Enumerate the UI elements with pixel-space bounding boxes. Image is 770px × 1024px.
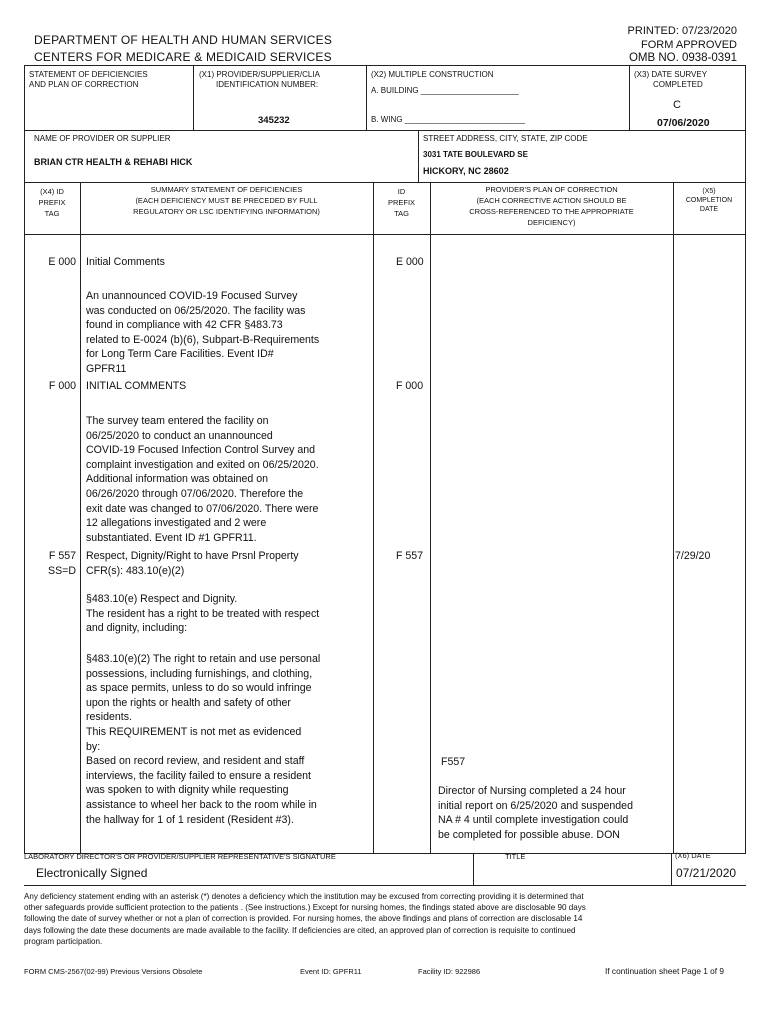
- form-approved: FORM APPROVED: [641, 39, 737, 51]
- date-label: (X6) DATE: [675, 851, 711, 860]
- f000-title: INITIAL COMMENTS: [86, 380, 187, 392]
- plan-header-4: DEFICIENCY): [527, 218, 576, 227]
- omb-number: OMB NO. 0938-0391: [628, 52, 737, 64]
- x4-header-3: TAG: [44, 209, 60, 218]
- x3-label-1: (X3) DATE SURVEY: [634, 70, 708, 79]
- statement-label-2: AND PLAN OF CORRECTION: [29, 80, 139, 89]
- survey-code: C: [673, 99, 681, 111]
- page-number: If continuation sheet Page 1 of 9: [605, 966, 725, 976]
- signature-value: Electronically Signed: [36, 866, 148, 880]
- f000-prefix-tag: F 000: [48, 380, 76, 392]
- survey-completed-date: 07/06/2020: [657, 117, 710, 129]
- plan-header-3: CROSS-REFERENCED TO THE APPROPRIATE: [469, 207, 634, 216]
- plan-header-1: PROVIDER'S PLAN OF CORRECTION: [485, 185, 618, 194]
- x1-label-1: (X1) PROVIDER/SUPPLIER/CLIA: [199, 70, 320, 79]
- title-label: TITLE: [505, 852, 526, 861]
- summary-header-3: REGULATORY OR LSC IDENTIFYING INFORMATION): [133, 207, 320, 216]
- provider-name: BRIAN CTR HEALTH & REHABI HICK: [34, 157, 193, 167]
- address-line-1: 3031 TATE BOULEVARD SE: [423, 150, 528, 159]
- x5-header-2: COMPLETION: [685, 197, 733, 204]
- e000-body: An unannounced COVID-19 Focused Survey was conducted on 06/25/2020. The facility was found in compliance with 42 CFR §483.73 related to E-0024 (b)(6), Subpart-B-Requirements for Long Term Care Facilities. Event ID# GPFR11: [86, 290, 320, 375]
- f557-scope-severity: SS=D: [48, 565, 76, 577]
- form-number: FORM CMS-2567(02-99) Previous Versions Obsolete: [24, 967, 203, 976]
- id-header-1: ID: [397, 187, 406, 196]
- address-line-2: HICKORY, NC 28602: [423, 166, 509, 176]
- address-label: STREET ADDRESS, CITY, STATE, ZIP CODE: [423, 134, 588, 143]
- event-id: Event ID: GPFR11: [300, 967, 362, 976]
- facility-id: Facility ID: 922986: [418, 967, 481, 976]
- x5-header-3: DATE: [699, 206, 719, 213]
- x4-header-2: PREFIX: [38, 198, 66, 207]
- x2-label: (X2) MULTIPLE CONSTRUCTION: [371, 70, 494, 79]
- department-line-1: DEPARTMENT OF HEALTH AND HUMAN SERVICES: [34, 33, 333, 47]
- wing-label: B. WING ___________________________: [371, 115, 525, 124]
- disclaimer: Any deficiency statement ending with an asterisk (*) denotes a deficiency which the institution may be excused from correcting providing it is determined that other safeguards provide sufficient protection to the patients . (See instructions.) Except for nursing homes, the findings stated above are disclosable 90 days following the date of survey whether or not a plan of correction is provided. For nursing homes, the above findings and plans of correction are disclosable 14 days following the date these documents are made available to the facility. If deficiencies are cited, an approved plan of correction is requisite to continued program participation.: [24, 892, 586, 946]
- signature-label: LABORATORY DIRECTOR'S OR PROVIDER/SUPPLIER REPRESENTATIVE'S SIGNATURE: [24, 852, 336, 861]
- plan-body: Director of Nursing completed a 24 hour initial report on 6/25/2020 and suspended NA # 4 until complete investigation could be completed for possible abuse. DON: [438, 785, 633, 841]
- f000-body: The survey team entered the facility on 06/25/2020 to conduct an unannounced COVID-19 Focused Infection Control Survey and complaint investigation and exited on 06/25/2020. Additional information was obtained on 06/26/2020 through 07/06/2020. Therefore the exit date was changed to 07/06/2020. There were 12 allegations investigated and 2 were substantiated. Event ID #1 GPFR11.: [86, 415, 319, 544]
- e000-prefix-tag: E 000: [48, 256, 76, 268]
- id-header-2: PREFIX: [387, 198, 416, 207]
- f557-title: Respect, Dignity/Right to have Prsnl Property CFR(s): 483.10(e)(2): [86, 550, 299, 577]
- summary-header-2: (EACH DEFICIENCY MUST BE PRECEDED BY FULL: [135, 196, 318, 205]
- plan-header-2: (EACH CORRECTIVE ACTION SHOULD BE: [476, 196, 627, 205]
- signature-date: 07/21/2020: [676, 866, 737, 880]
- plan-tag: F557: [441, 756, 466, 768]
- summary-header-1: SUMMARY STATEMENT OF DEFICIENCIES: [150, 185, 303, 194]
- f557-body-possessions: §483.10(e)(2) The right to retain and use personal possessions, including furnishings, and clothing, as space permits, unless to do so would infringe upon the rights or health and safety of other residents. This REQUIREMENT is not met as evidenced by: Based on record review, and resident and staff interviews, the facility failed to ensure a resident was spoken to with dignity while requesting assistance to wheel her back to the room while in the hallway for 1 of 1 resident (Resident #3).: [86, 653, 321, 826]
- x4-header-1: (X4) ID: [40, 187, 64, 196]
- f557-completion-date: 7/29/20: [675, 550, 711, 562]
- f557-id-tag: F 557: [396, 550, 424, 562]
- f000-id-tag: F 000: [396, 380, 424, 392]
- e000-title: Initial Comments: [86, 256, 165, 268]
- provider-id: 345232: [258, 115, 290, 126]
- provider-label: NAME OF PROVIDER OR SUPPLIER: [34, 134, 171, 143]
- department-line-2: CENTERS FOR MEDICARE & MEDICAID SERVICES: [34, 50, 332, 64]
- id-header-3: TAG: [394, 209, 409, 218]
- f557-prefix-tag: F 557: [48, 550, 76, 562]
- x5-header-1: (X5): [702, 188, 716, 195]
- e000-id-tag: E 000: [396, 256, 424, 268]
- f557-body-respect: §483.10(e) Respect and Dignity. The resident has a right to be treated with respect and dignity, including:: [86, 593, 320, 635]
- x1-label-2: IDENTIFICATION NUMBER:: [216, 80, 319, 89]
- printed-date: PRINTED: 07/23/2020: [627, 25, 737, 37]
- statement-label-1: STATEMENT OF DEFICIENCIES: [29, 70, 148, 79]
- x3-label-2: COMPLETED: [653, 80, 703, 89]
- building-label: A. BUILDING ______________________: [371, 86, 519, 95]
